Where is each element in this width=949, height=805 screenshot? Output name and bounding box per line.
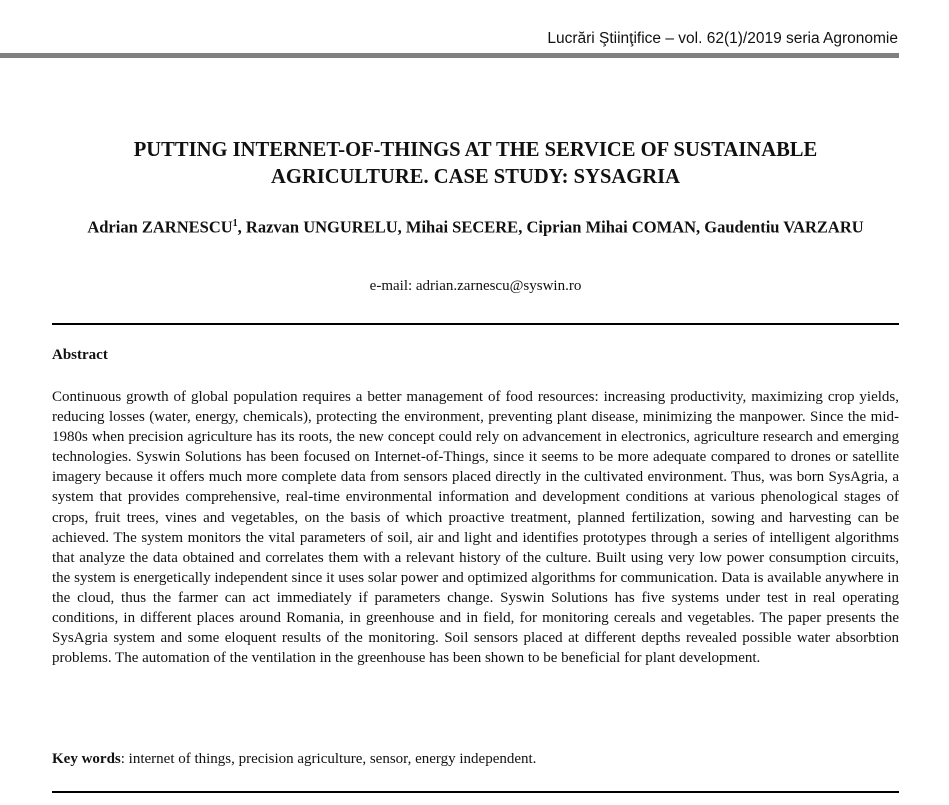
author-list bbox=[52, 213, 899, 239]
other-authors: , Razvan UNGURELU, Mihai SECERE, Ciprian Mihai COMAN, Gaudentiu VARZARU bbox=[237, 217, 864, 237]
contact-email: e-mail: adrian.zarnescu@syswin.ro bbox=[369, 278, 582, 294]
keywords-text: : internet of things, precision agriculture, sensor, energy independent. bbox=[120, 751, 537, 767]
affiliation-marker: 1 bbox=[232, 218, 238, 229]
abstract-body: Continuous growth of global population requires a better management of food resources: increasing productivity, maximizing crop yields, reducing losses (water, energy, chemicals), protecting the environment, preventing plant disease, minimizing the manpower. Since the mid-1980s when precision agriculture has its roots, the new concept could rely on advancement in electronics, agriculture research and emerging technologies. Syswin Solutions has been focused on Internet-of-Things, since it seems to be more adequate compared to drones or satellite imagery because it offers much more complete data from sensors placed directly in the cultivated environment. Thus, was born SysAgria, a system that provides comprehensive, real-time environmental information and development conditions at various phenological stages of crops, fruit trees, vines and vegetables, on the basis of which proactive treatment, planned fertilization, sowing and harvesting can be achieved. The system monitors the vital parameters of soil, air and light and identifies prototypes through a series of intelligent algorithms that analyze the data obtained and correlates them with a relevant history of the culture. Built using very low power consumption circuits, the system is energetically independent since it uses solar power and optimized algorithms for communication. Data is available anywhere in the cloud, thus the farmer can act immediately if parameters change. Syswin Solutions has five systems under test in real operating conditions, in different places around Romania, in greenhouse and in field, for monitoring cereals and vegetables. The paper presents the SysAgria system and some eloquent results of the monitoring. Soil sensors placed at different depths revealed possible water absorbtion problems. The automation of the ventilation in the greenhouse has been shown to be beneficial for plant development. bbox=[52, 389, 899, 667]
paper-title: PUTTING INTERNET-OF-THINGS AT THE SERVICE OF SUSTAINABLE AGRICULTURE. CASE STUDY: SYSAGRIA bbox=[133, 137, 818, 188]
abstract-top-rule bbox=[52, 323, 899, 325]
keywords bbox=[52, 751, 536, 768]
abstract-heading: Abstract bbox=[52, 347, 108, 363]
header-rule bbox=[0, 53, 899, 58]
running-head: Lucrări Ştiinţifice – vol. 62(1)/2019 seria Agronomie bbox=[547, 30, 898, 47]
keywords-label: Key words bbox=[52, 751, 121, 767]
first-author: Adrian ZARNESCU bbox=[87, 217, 233, 237]
abstract-bottom-rule bbox=[52, 791, 899, 793]
